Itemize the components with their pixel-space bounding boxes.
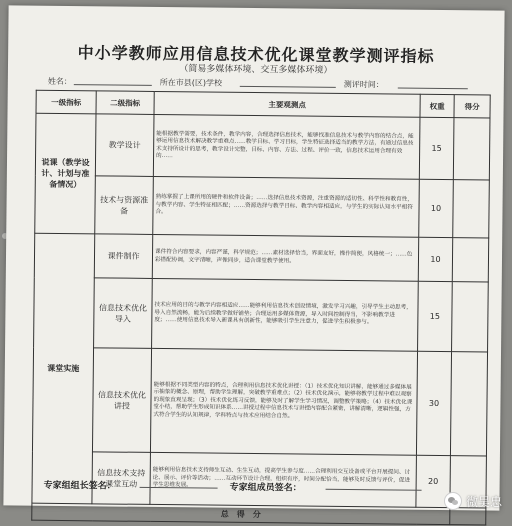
watermark-text: 微吴忠: [465, 494, 502, 509]
document-title: 中小学教师应用信息技术优化课堂教学测评指标: [77, 43, 435, 66]
obs-lecture: 能够根据不同类型内容的特点，合理利用信息技术优化讲授：（1）技术优化知识讲解，能够通过多媒体展示抽象的概念、原理，帮助学生理解，突破教学重难点；（2）技术优化演示，能够将教学过程中难以观察的现象直观呈现；（3）技术优化练习反馈，能够及时了解学生学习情况，调整教学策略；（4）技术优化课堂小结，帮助学生形成知识体系……讲授过程中信息技术与讲授内容配合紧密，讲解清晰，逻辑性强，方式符合学生的认知规律，学科特点与技术应用结合自然。: [150, 348, 417, 455]
watermark: [444, 492, 502, 510]
weight-lecture: 30: [416, 351, 451, 455]
level2-resources: 技术与资源准备: [95, 176, 154, 235]
leader-signature-label: 专家组组长签名：: [43, 480, 116, 492]
obs-resources: 熟练掌握了上课所用的硬件和软件设备；……选择信息技术资源，注重资源的适切性、科学性和教育性，与教学内容、学生特征相匹配；……资源选择与教学目标、教学内容相适应，与学生的实际认知水平相符合。: [153, 176, 420, 237]
level2-interaction: 信息技术支持课堂互动: [92, 452, 151, 505]
document-subtitle: （简易多媒体环境、交互多媒体环境）: [179, 64, 333, 76]
header-level2: 二级指标: [96, 91, 154, 115]
total-score[interactable]: [450, 508, 486, 525]
obs-design: 能根据教学需要，技术条件，教学内容，合理选择信息技术，能够找准信息技术与教学内容的结合点，能够运用信息技术解决教学重难点……教学目标、学习目标，学生特征选择适当的教学方法，有通过信息技术支持所设计的思考，教学设计完整，目标、内容、方法、过程、评价一致，信息技术运用合理有效的……: [153, 114, 420, 179]
school-label: 所在市县(区)学校: [159, 78, 223, 88]
wechat-icon: [444, 492, 462, 510]
header-score: 得分: [454, 95, 490, 118]
weight-design: 15: [419, 117, 454, 179]
level2-design: 教学设计: [95, 114, 154, 177]
name-label: 姓名：: [47, 76, 72, 87]
weight-resources: 10: [419, 179, 454, 237]
evaluation-sheet: [3, 5, 504, 519]
obs-intro: 技术应用的目的与教学内容相适应……能够利用信息技术创设情境，激发学习兴趣，引导学生主动思考，导入自然流畅，能为后续教学做好铺垫；合理运用多媒体资源，导入时间控制得当，不影响教学进度；……使用信息技术导入新课具有创新性，能够吸引学生注意力，促进学生积极参与。: [152, 278, 419, 351]
level2-lecture: 信息技术优化讲授: [92, 348, 151, 453]
header-observation: 主要观测点: [154, 91, 420, 117]
weight-interaction: 20: [416, 455, 451, 507]
table-row: [35, 113, 490, 180]
member-signature-label: 专家组成员签名：: [229, 482, 302, 494]
table-row: [32, 347, 487, 456]
table-row: [34, 233, 488, 282]
obs-courseware: 课件符合内容要求，内容严谨，科学规范；……素材选择恰当，界面友好，操作简便，风格统一；……色彩搭配协调，文字清晰，声像同步，适合课堂教学使用。: [152, 234, 418, 281]
table-row: [35, 175, 490, 238]
table-row: [34, 277, 489, 352]
total-label: 总 得 分: [32, 503, 450, 524]
weight-intro: 15: [418, 281, 453, 351]
time-label: 测评时间：: [343, 79, 384, 90]
score-intro[interactable]: [452, 282, 489, 352]
level2-courseware: 课件制作: [94, 234, 152, 279]
obs-interaction: 能够利用信息技术支持师生互动、生生互动，提高学生参与度……合理利用交互设备或平台开展提问、讨论、展示、评价等活动；……互动环节设计合理，组织有序，时间分配恰当，能够及时反馈与评价，促进学生思维发展。: [150, 452, 417, 507]
level2-intro: 信息技术优化导入: [94, 278, 153, 349]
score-courseware[interactable]: [452, 238, 488, 282]
header-level1: 一级指标: [36, 90, 96, 114]
total-row: [32, 503, 486, 525]
header-weight: 权重: [420, 94, 454, 117]
weight-courseware: 10: [418, 237, 452, 281]
evaluation-table: [31, 90, 490, 526]
score-lecture[interactable]: [450, 352, 487, 456]
level1-shuoke: 说课（教学设计、计划与准备情况）: [35, 113, 96, 234]
score-resources[interactable]: [453, 180, 490, 238]
score-design[interactable]: [453, 118, 490, 180]
level1-ketang: 课堂实施: [32, 233, 95, 504]
